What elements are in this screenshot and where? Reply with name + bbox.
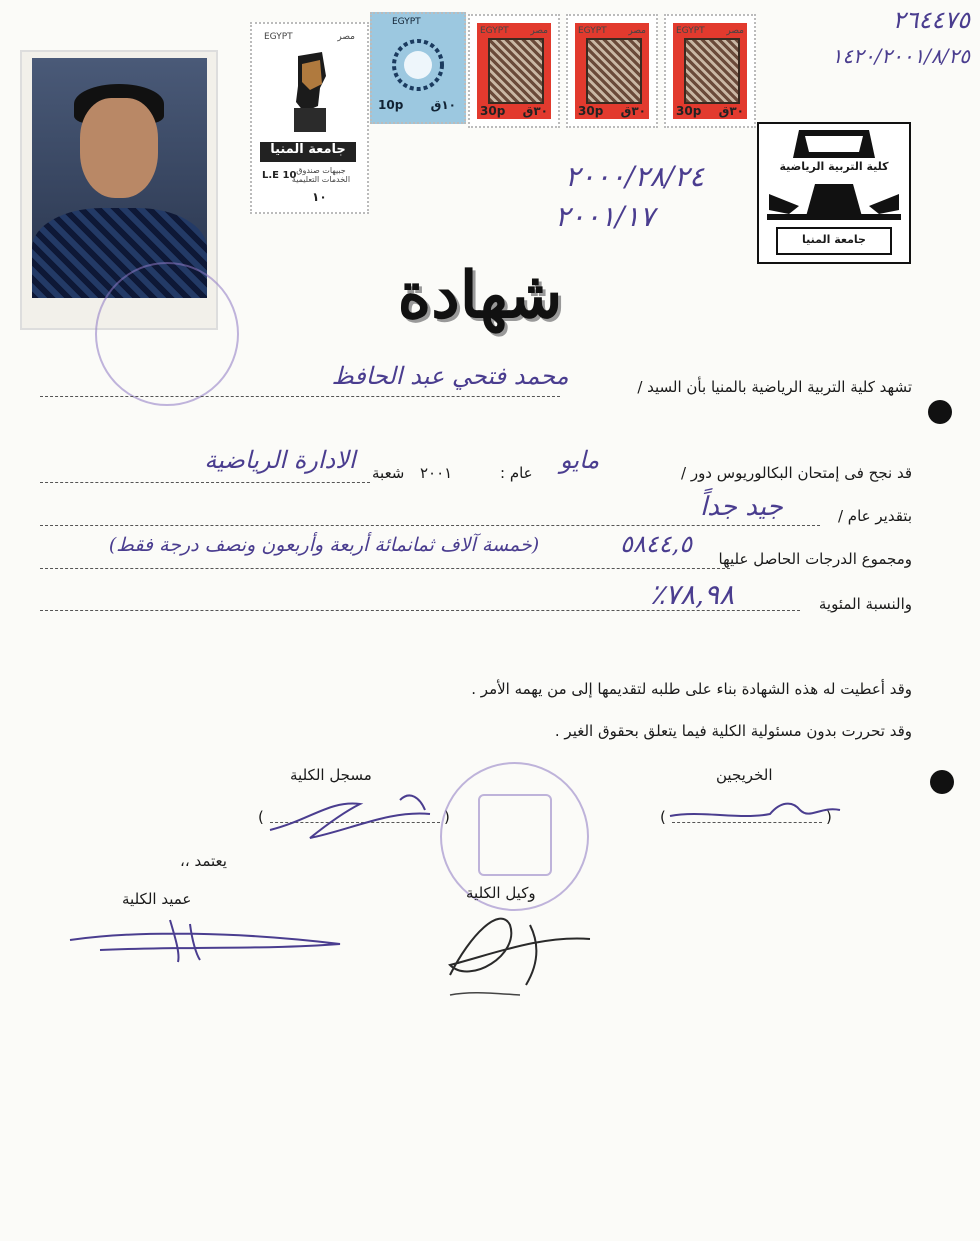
- percent-label: والنسبة المئوية: [818, 595, 912, 613]
- nefertiti-icon: [280, 46, 340, 136]
- branch-value: الادارة الرياضية: [204, 446, 356, 474]
- total-value: ٥٨٤٤,٥: [620, 530, 693, 558]
- revenue-stamp-red-3: EGYPT مصر 30p ٣٠ق: [664, 14, 756, 128]
- statement-1: وقد أعطيت له هذه الشهادة بناء على طلبه لتقديمها إلى من يهمه الأمر .: [471, 680, 912, 698]
- photo-seal: [95, 262, 239, 406]
- handwritten-date-2: ٢٠٠١/١٧: [555, 200, 655, 233]
- year-label: عام :: [500, 464, 533, 482]
- university-stamp: EGYPT مصر جامعة المنيا جبيهات صندوق الخدمات التعليمية L.E 10 ١٠: [250, 22, 369, 214]
- approved-label: يعتمد ،،: [180, 852, 227, 870]
- branch-label: شعبة: [372, 464, 405, 482]
- graduates-signature: [660, 780, 860, 840]
- handwritten-date-1: ٢٠٠٠/٢٨/٢٤: [565, 160, 705, 193]
- revenue-stamp-red-2: EGYPT مصر 30p ٣٠ق: [566, 14, 658, 128]
- ornament-icon: [586, 38, 642, 104]
- percent-value: ٪٧٨,٩٨: [650, 578, 735, 611]
- registrar-label: مسجل الكلية: [290, 766, 372, 784]
- total-in-words: (خمسة آلاف ثمانمائة أربعة وأربعون ونصف درجة فقط): [108, 534, 540, 556]
- statement-2: وقد تحررت بدون مسئولية الكلية فيما يتعلق بحقوق الغير .: [554, 722, 912, 740]
- dean-signature: [60, 910, 360, 970]
- certify-label: تشهد كلية التربية الرياضية بالمنيا بأن السيد /: [637, 378, 912, 396]
- dean-label: عميد الكلية: [122, 890, 192, 908]
- page-title: شهادة: [397, 258, 563, 333]
- punch-hole: [930, 770, 954, 794]
- registrar-signature: [250, 780, 450, 850]
- vice-dean-signature: [430, 895, 600, 1005]
- student-name: محمد فتحي عبد الحافظ: [331, 362, 569, 390]
- vice-dean-label: وكيل الكلية: [466, 884, 536, 902]
- reference-number: ٢٦٤٤٧٥: [892, 6, 970, 34]
- revenue-stamp-red-1: EGYPT مصر 30p ٣٠ق: [468, 14, 560, 128]
- punch-hole: [928, 400, 952, 424]
- emblem-icon: [390, 32, 446, 98]
- revenue-stamp-blue: EGYPT 10p ١٠ق: [370, 12, 466, 124]
- grade-label: بتقدير عام /: [837, 507, 912, 525]
- ornament-icon: [684, 38, 740, 104]
- exam-year: ٢٠٠١: [420, 464, 453, 482]
- exam-label: قد نجح فى إمتحان البكالوريوس دور /: [681, 464, 912, 482]
- ornament-icon: [488, 38, 544, 104]
- total-label: ومجموع الدرجات الحاصل عليها: [718, 550, 912, 568]
- graduates-label: الخريجين: [716, 766, 773, 784]
- grade-value: جيد جداً: [700, 492, 783, 522]
- reference-date: ١٤٢٠/٢٠٠١/٨/٢٥: [831, 44, 970, 68]
- faculty-logo: كلية التربية الرياضية جامعة المنيا: [757, 122, 911, 264]
- exam-session: مايو: [560, 446, 600, 474]
